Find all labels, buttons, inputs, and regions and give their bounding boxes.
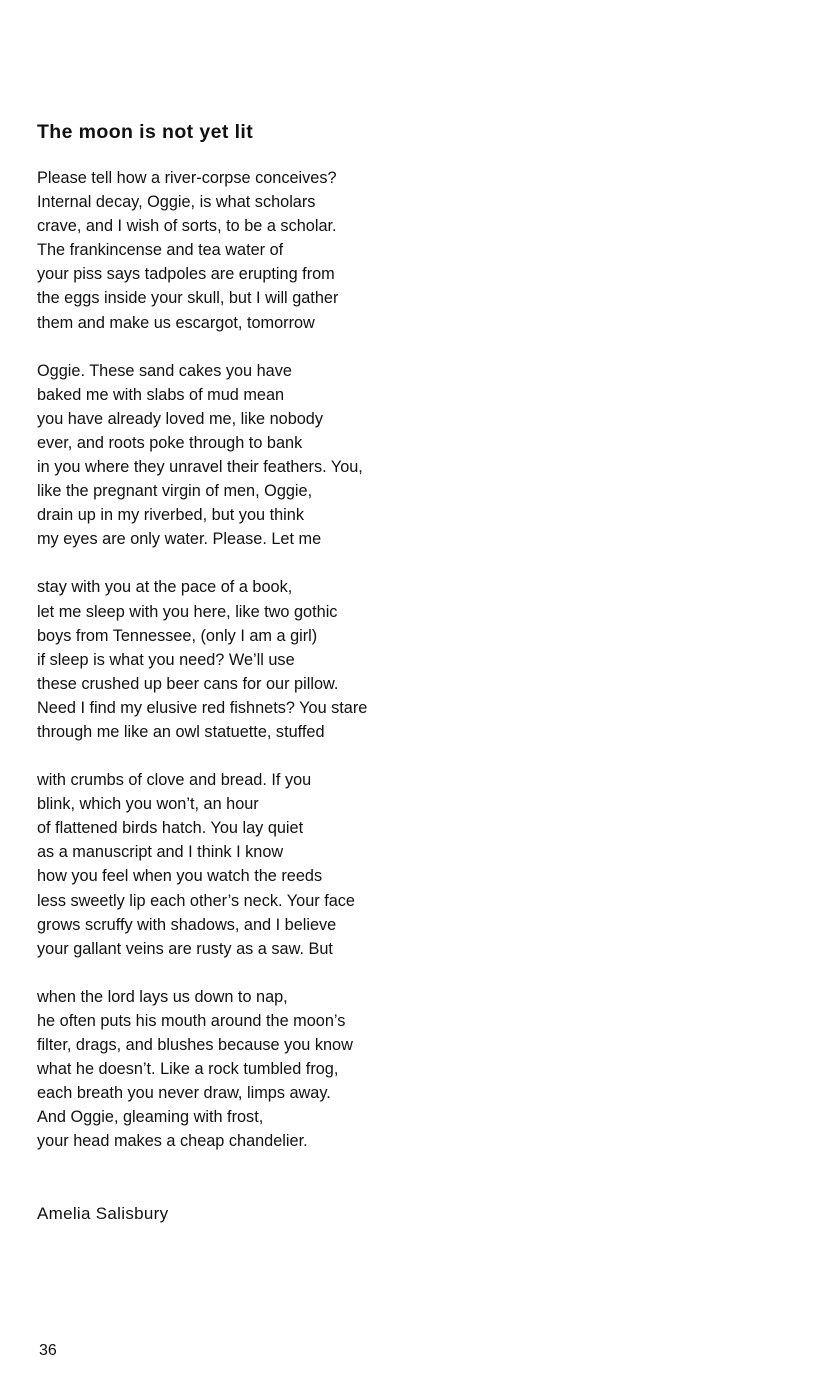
poem-line: with crumbs of clove and bread. If you	[37, 771, 312, 790]
poem-line: them and make us escargot, tomorrow	[37, 313, 315, 332]
poem-line: boys from Tennessee, (only I am a girl)	[37, 626, 318, 645]
poem-line: drain up in my riverbed, but you think	[37, 506, 304, 525]
poem-line: Internal decay, Oggie, is what scholars	[37, 193, 316, 212]
poem-line: your piss says tadpoles are erupting from	[37, 265, 335, 284]
poem-line: through me like an owl statuette, stuffed	[37, 722, 325, 741]
page-number: 36	[39, 1342, 57, 1359]
author-name: Amelia Salisbury	[37, 1204, 169, 1223]
poem-line: your head makes a cheap chandelier.	[37, 1132, 308, 1151]
poem-line: you have already loved me, like nobody	[37, 409, 324, 428]
poem-stanza	[37, 166, 457, 335]
poem-stanza	[37, 768, 457, 961]
poem-line: stay with you at the pace of a book,	[37, 578, 293, 597]
poem-line: of flattened birds hatch. You lay quiet	[37, 819, 304, 838]
poem-line: grows scruffy with shadows, and I believe	[37, 915, 337, 934]
poem-line: crave, and I wish of sorts, to be a scholar.	[37, 217, 337, 236]
poem-stanza	[37, 985, 457, 1154]
poem-line: the eggs inside your skull, but I will gather	[37, 289, 339, 308]
poem-line: each breath you never draw, limps away.	[37, 1084, 331, 1103]
poem-line: what he doesn’t. Like a rock tumbled frog,	[37, 1060, 339, 1079]
poem-line: these crushed up beer cans for our pillow.	[37, 674, 339, 693]
poem-line: he often puts his mouth around the moon’s	[37, 1011, 346, 1030]
poem-line: my eyes are only water. Please. Let me	[37, 530, 322, 549]
poem-body	[37, 166, 457, 1177]
poem-line: in you where they unravel their feathers. You,	[37, 458, 363, 477]
poem-line: how you feel when you watch the reeds	[37, 867, 323, 886]
poem-line: blink, which you won’t, an hour	[37, 795, 259, 814]
poem-line: as a manuscript and I think I know	[37, 843, 284, 862]
poem-line: And Oggie, gleaming with frost,	[37, 1108, 264, 1127]
poem-line: filter, drags, and blushes because you know	[37, 1036, 353, 1054]
poem-line: like the pregnant virgin of men, Oggie,	[37, 482, 313, 501]
poem-line: your gallant veins are rusty as a saw. But	[37, 939, 333, 958]
poem-line: Please tell how a river-corpse conceives?	[37, 169, 337, 187]
poem-line: ever, and roots poke through to bank	[37, 433, 303, 452]
poem-line: baked me with slabs of mud mean	[37, 385, 285, 404]
poem-stanza	[37, 575, 457, 744]
poem-line: when the lord lays us down to nap,	[37, 987, 288, 1006]
poem-line: Need I find my elusive red fishnets? You stare	[37, 698, 368, 717]
poem-line: The frankincense and tea water of	[37, 241, 284, 260]
poem-stanza	[37, 359, 457, 552]
poem-line: Oggie. These sand cakes you have	[37, 361, 292, 380]
poem-line: let me sleep with you here, like two gothic	[37, 602, 338, 621]
poem-line: less sweetly lip each other’s neck. Your face	[37, 891, 355, 910]
poem-line: if sleep is what you need? We’ll use	[37, 650, 295, 669]
poem-title: The moon is not yet lit	[37, 121, 254, 143]
